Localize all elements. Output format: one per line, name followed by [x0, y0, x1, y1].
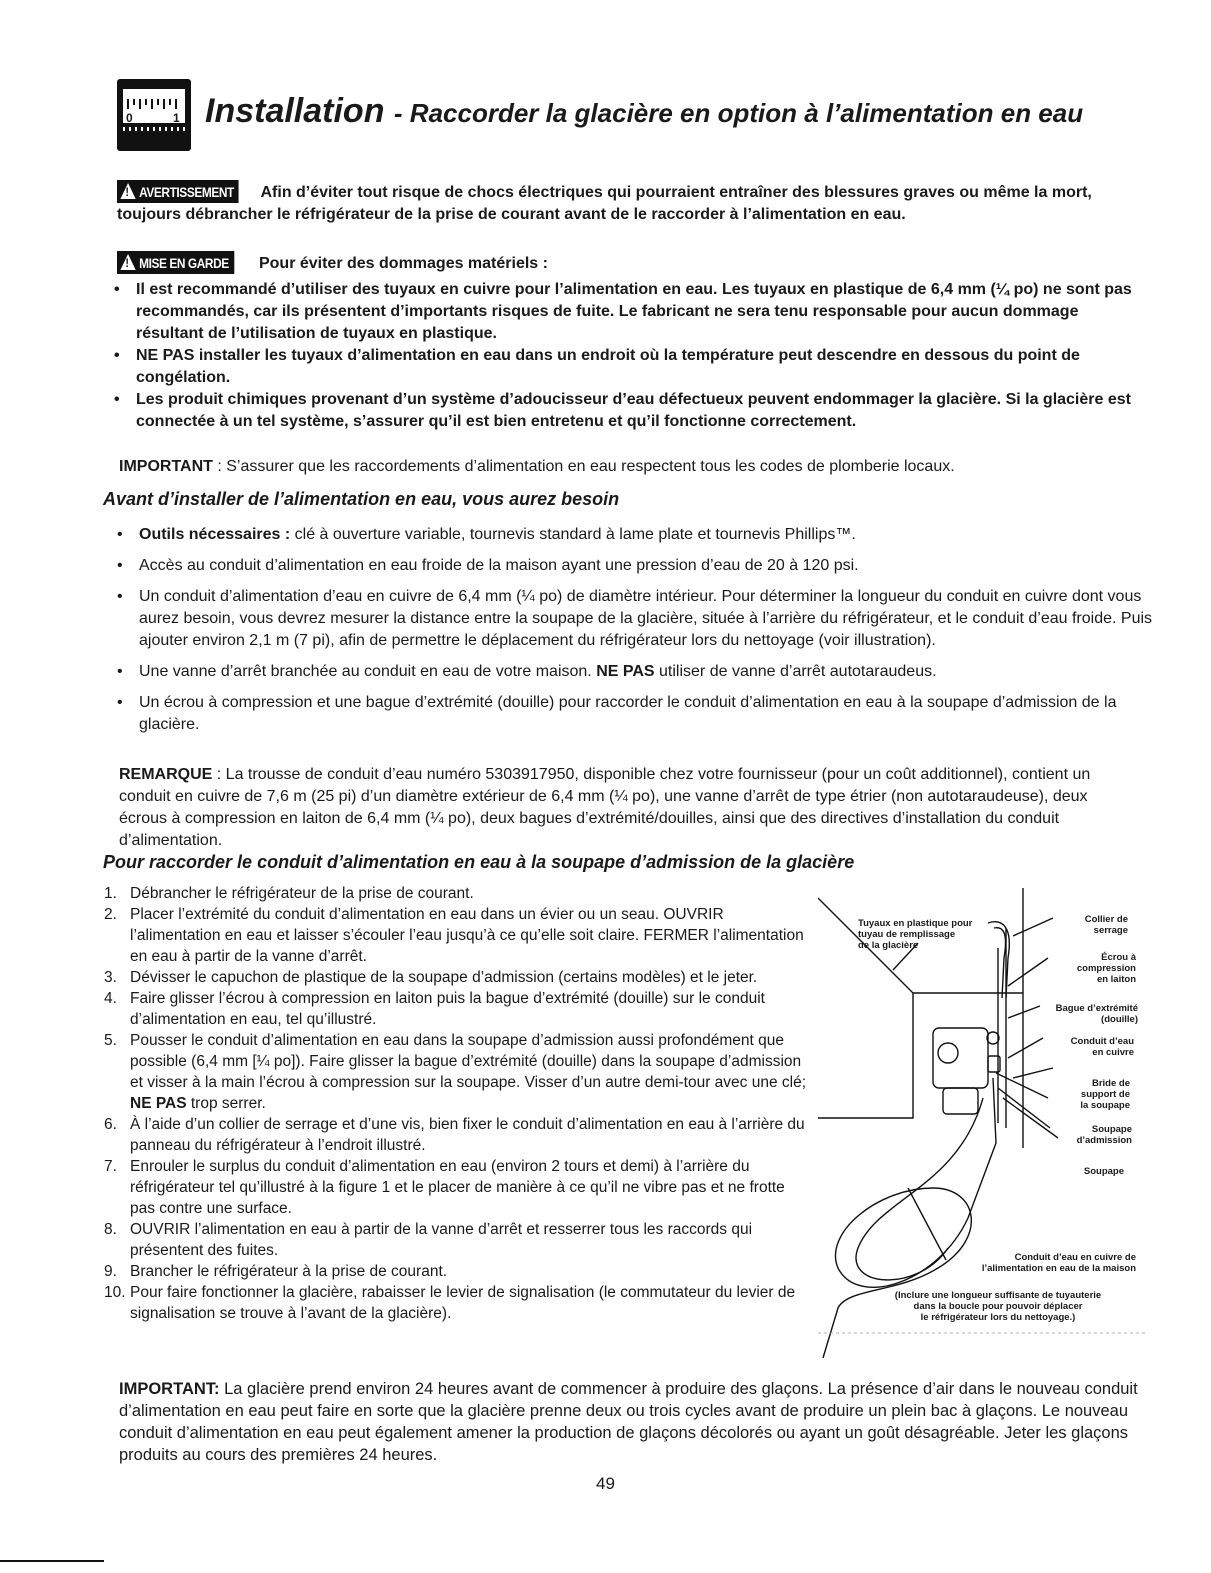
ruler-digit-1: 1 — [173, 111, 180, 125]
caution-intro: Pour éviter des dommages matériels : — [258, 255, 548, 272]
step-item: 8. OUVRIR l’alimentation en eau à partir de la vanne d’arrêt et resserrer tous les raccords qui présentent des fuites. — [104, 1221, 753, 1259]
warning-triangle-icon — [120, 183, 135, 199]
list-item: • Une vanne d’arrêt branchée au conduit en eau de votre maison. NE PAS utiliser de vanne d’arrêt autotaraudeus. — [113, 661, 1153, 683]
list-item: • Accès au conduit d’alimentation en eau froide de la maison ayant une pression d’eau de 20 à 120 psi. — [113, 555, 1153, 577]
list-item: • Un conduit d’alimentation d’eau en cuivre de 6,4 mm (¼ po) de diamètre intérieur. Pour déterminer la longueur du conduit en cuivre dont vous aurez besoin, vous devrez mesurer la distance entre la soupape de la glacière, située à l’arrière du réfrigérateur, et le conduit d’eau froide. Puis ajouter environ 2,1 m (7 pi), afin de permettre le déplacement du réfrigérateur lors du nettoyage (voir illustration). — [113, 586, 1153, 652]
important-text: La glacière prend environ 24 heures avant de commencer à produire des glaçons. La présence d’air dans le nouveau conduit d’alimentation en eau peut faire en sorte que la glacière prenne deux ou trois cycles avant de produire un plein bac à glaçons. Le nouveau conduit d’alimentation en eau peut également amener la production de glaçons décolorés ou ayant un goût désagréable. Jeter les glaçons produits au cours des premières 24 heures. — [119, 1380, 1138, 1464]
caution-block — [117, 251, 1147, 275]
label-valve: Soupape — [1083, 1166, 1124, 1177]
step-item: 9. Brancher le réfrigérateur à la prise de courant. — [104, 1263, 448, 1280]
label-house-line: Conduit d’eau en cuivre de l’alimentation en eau de la maison — [981, 1252, 1136, 1274]
caution-badge: !MISE EN GARDE — [117, 251, 234, 274]
important-label: IMPORTANT — [119, 458, 213, 475]
title-main: Installation — [205, 92, 385, 130]
title-subtitle: - Raccorder la glacière en option à l’alimentation en eau — [393, 98, 1084, 128]
footer-rule — [0, 1560, 104, 1562]
step-item: 3. Dévisser le capuchon de plastique de la soupape d’admission (certains modèles) et le jeter. — [104, 969, 758, 986]
section-heading-before: Avant d’installer de l’alimentation en eau, vous aurez besoin — [103, 489, 620, 509]
step-item: 4. Faire glisser l’écrou à compression en laiton puis la bague d’extrémité (douille) sur le conduit d’alimentation en eau, tel qu’illustré. — [104, 990, 765, 1028]
caution-item: • Les produit chimiques provenant d’un système d’adoucisseur d’eau défectueux peuvent endommager la glacière. Si la glacière est connectée à un tel système, s’assurer qu’il est bien entretenu et qu’il fonctionne correctement. — [110, 389, 1150, 433]
warning-text: Afin d’éviter tout risque de chocs électriques qui pourraient entraîner des blessures graves ou même la mort, toujours débrancher le réfrigérateur de la prise de courant avant de le raccorder à l’alimentation en eau. — [117, 184, 1092, 223]
requirements-list — [113, 524, 1153, 736]
tools-text: clé à ouverture variable, tournevis standard à lame plate et tournevis Phillips™. — [290, 526, 856, 543]
label-valve-bracket: Bride de support de la soupape — [1080, 1078, 1130, 1111]
installation-figure — [818, 888, 1148, 1358]
step-item: 5. Pousser le conduit d’alimentation en eau dans la soupape d’admission aussi profondément que possible (6,4 mm [¼ po]). Faire glisser la bague d’extrémité (douille) dans la soupape d’admission et visser à la main l’écrou à compression sur la soupape. Visser d’un autre demi-tour avec une clé; NE PAS trop serrer. — [104, 1032, 807, 1112]
ruler-icon — [117, 79, 191, 151]
step-item: 6. À l’aide d’un collier de serrage et d’une vis, bien fixer le conduit d’alimentation en eau à l’arrière du panneau du réfrigérateur à l’endroit illustré. — [104, 1116, 805, 1154]
label-loop-note: (Inclure une longueur suffisante de tuyauterie dans la boucle pour pouvoir déplacer le réfrigérateur lors du nettoyage.) — [894, 1290, 1102, 1323]
label-inlet-valve: Soupape d’admission — [1076, 1124, 1132, 1146]
step-item: 7. Enrouler le surplus du conduit d’alimentation en eau (environ 2 tours et demi) à l’arrière du réfrigérateur tel qu’illustré à la figure 1 et le placer de manière à ce qu’il ne vibre pas et ne frotte pas contre une surface. — [104, 1158, 785, 1217]
label-plastic-tube: Tuyaux en plastique pour tuyau de remplissage de la glacière — [858, 918, 973, 951]
important-note-ice — [119, 1378, 1139, 1466]
step-item: 10. Pour faire fonctionner la glacière, rabaisser le levier de signalisation (le commutateur du levier de signalisation se trouve à l’avant de la glacière). — [104, 1284, 796, 1322]
section-heading-connect: Pour raccorder le conduit d’alimentation en eau à la soupape d’admission de la glacière — [103, 852, 855, 872]
caution-item: • Il est recommandé d’utiliser des tuyaux en cuivre pour l’alimentation en eau. Les tuyaux en plastique de 6,4 mm (¼ po) ne sont pas recommandés, car ils présentent d’importants risques de fuite. Le fabricant ne sera tenu responsable pour aucun dommage résultant de l’utilisation de tuyaux en plastique. — [110, 279, 1150, 345]
warning-badge: !AVERTISSEMENT — [117, 180, 239, 203]
step-item: 1. Débrancher le réfrigérateur de la prise de courant. — [104, 885, 474, 902]
ruler-digit-0: 0 — [126, 111, 133, 125]
tools-label: Outils nécessaires : — [139, 526, 291, 543]
label-copper-line: Conduit d’eau en cuivre — [1070, 1036, 1134, 1058]
caution-list — [110, 279, 1150, 433]
page-title — [205, 92, 1083, 131]
important-note — [119, 456, 1149, 478]
important-label: IMPORTANT: — [119, 1380, 220, 1398]
steps-list — [104, 883, 812, 1324]
page-number: 49 — [596, 1474, 615, 1493]
label-compression-nut: Écrou à compression en laiton — [1076, 952, 1136, 985]
important-text: : S’assurer que les raccordements d’alimentation en eau respectent tous les codes de plomberie locaux. — [212, 458, 955, 475]
caution-triangle-icon — [120, 254, 135, 270]
caution-item: • NE PAS installer les tuyaux d’alimentation en eau dans un endroit où la température peut descendre en dessous du point de congélation. — [110, 345, 1150, 389]
list-item — [113, 524, 1153, 546]
warning-block — [117, 180, 1137, 226]
step-item: 2. Placer l’extrémité du conduit d’alimentation en eau dans un évier ou un seau. OUVRIR l’alimentation en eau et laisser s’écouler l’eau jusqu’à ce qu’elle soit claire. FERMER l’alimentation en eau à partir de la vanne d’arrêt. — [104, 906, 804, 965]
remark-text: : La trousse de conduit d’eau numéro 5303917950, disponible chez votre fournisseur (pour un coût additionnel), contient un conduit en cuivre de 7,6 m (25 pi) d’un diamètre extérieur de 6,4 mm (¼ po), une vanne d’arrêt de type étrier (non autotaraudeuse), deux écrous à compression en laiton de 6,4 mm (¼ po), deux bagues d’extrémité/douilles, ainsi que des directives d’installation du conduit d’alimentation. — [119, 766, 1091, 849]
remark-label: REMARQUE — [119, 766, 213, 783]
label-clamp: Collier de serrage — [1084, 914, 1128, 936]
list-item: • Un écrou à compression et une bague d’extrémité (douille) pour raccorder le conduit d’alimentation en eau à la soupape d’admission de la glacière. — [113, 692, 1153, 736]
remark-block — [119, 764, 1139, 852]
label-sleeve: Bague d’extrémité (douille) — [1055, 1003, 1138, 1025]
